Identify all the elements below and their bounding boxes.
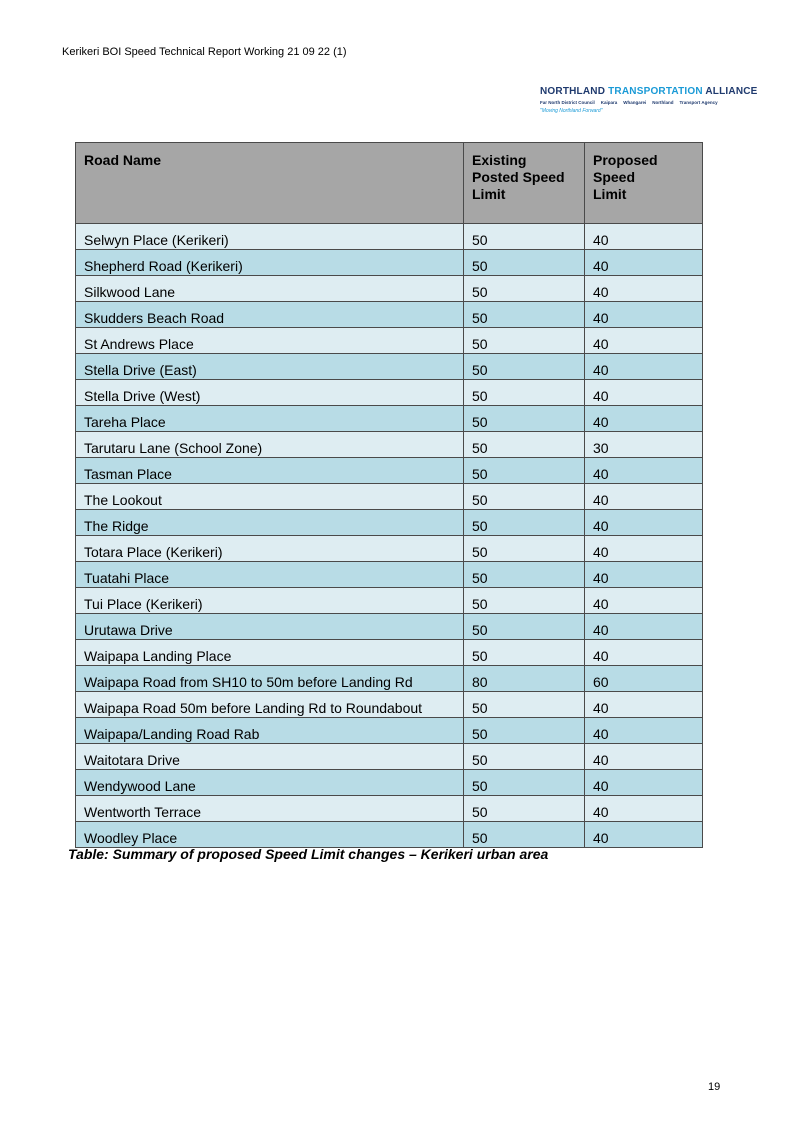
- road-name-cell: Shepherd Road (Kerikeri): [76, 250, 464, 276]
- existing-speed-cell: 50: [464, 432, 585, 458]
- proposed-speed-cell: 40: [585, 328, 703, 354]
- road-name-cell: St Andrews Place: [76, 328, 464, 354]
- existing-speed-cell: 50: [464, 770, 585, 796]
- proposed-speed-cell: 40: [585, 302, 703, 328]
- table-row: [76, 354, 703, 380]
- proposed-speed-cell: 40: [585, 822, 703, 848]
- road-name-cell: Wendywood Lane: [76, 770, 464, 796]
- road-name-cell: Silkwood Lane: [76, 276, 464, 302]
- speed-limit-table: [75, 142, 703, 848]
- table-body: [76, 224, 703, 848]
- existing-speed-cell: 50: [464, 718, 585, 744]
- logo-partner: Far North District Council: [540, 100, 595, 105]
- existing-speed-cell: 50: [464, 354, 585, 380]
- road-name-cell: Waipapa Road from SH10 to 50m before Landing Rd: [76, 666, 464, 692]
- proposed-speed-cell: 40: [585, 484, 703, 510]
- table-row: [76, 536, 703, 562]
- proposed-speed-cell: 40: [585, 692, 703, 718]
- road-name-cell: Urutawa Drive: [76, 614, 464, 640]
- existing-speed-cell: 50: [464, 614, 585, 640]
- table-row: [76, 406, 703, 432]
- table-row: [76, 588, 703, 614]
- existing-speed-cell: 50: [464, 822, 585, 848]
- existing-speed-cell: 50: [464, 536, 585, 562]
- road-name-cell: Woodley Place: [76, 822, 464, 848]
- logo-title: NORTHLAND TRANSPORTATION ALLIANCE: [540, 86, 758, 97]
- road-name-cell: Skudders Beach Road: [76, 302, 464, 328]
- header-existing-speed: Existing Posted Speed Limit: [464, 143, 585, 224]
- road-name-cell: Waipapa/Landing Road Rab: [76, 718, 464, 744]
- road-name-cell: Tasman Place: [76, 458, 464, 484]
- table-row: [76, 224, 703, 250]
- road-name-cell: Waipapa Road 50m before Landing Rd to Roundabout: [76, 692, 464, 718]
- table-row: [76, 562, 703, 588]
- proposed-speed-cell: 40: [585, 744, 703, 770]
- proposed-speed-cell: 40: [585, 614, 703, 640]
- road-name-cell: Selwyn Place (Kerikeri): [76, 224, 464, 250]
- road-name-cell: Waitotara Drive: [76, 744, 464, 770]
- logo-partner: Kaipara: [600, 100, 618, 105]
- table-row: [76, 770, 703, 796]
- logo-partner: Northland: [652, 100, 674, 105]
- existing-speed-cell: 50: [464, 328, 585, 354]
- proposed-speed-cell: 40: [585, 718, 703, 744]
- existing-speed-cell: 50: [464, 796, 585, 822]
- header-road-name: Road Name: [76, 143, 464, 224]
- road-name-cell: Totara Place (Kerikeri): [76, 536, 464, 562]
- road-name-cell: Stella Drive (East): [76, 354, 464, 380]
- table-row: [76, 640, 703, 666]
- table-row: [76, 458, 703, 484]
- road-name-cell: Tuatahi Place: [76, 562, 464, 588]
- road-name-cell: Tareha Place: [76, 406, 464, 432]
- table-row: [76, 666, 703, 692]
- proposed-speed-cell: 30: [585, 432, 703, 458]
- road-name-cell: Wentworth Terrace: [76, 796, 464, 822]
- existing-speed-cell: 50: [464, 744, 585, 770]
- existing-speed-cell: 50: [464, 250, 585, 276]
- table-row: [76, 380, 703, 406]
- northland-transportation-alliance-logo: [540, 86, 758, 114]
- road-name-cell: Stella Drive (West): [76, 380, 464, 406]
- logo-tagline: "Moving Northland Forward": [540, 108, 603, 114]
- table-row: [76, 614, 703, 640]
- proposed-speed-cell: 40: [585, 224, 703, 250]
- table-row: [76, 796, 703, 822]
- table-row: [76, 744, 703, 770]
- proposed-speed-cell: 40: [585, 250, 703, 276]
- existing-speed-cell: 50: [464, 406, 585, 432]
- proposed-speed-cell: 40: [585, 588, 703, 614]
- proposed-speed-cell: 40: [585, 458, 703, 484]
- header-proposed-speed: Proposed Speed Limit: [585, 143, 703, 224]
- road-name-cell: The Ridge: [76, 510, 464, 536]
- proposed-speed-cell: 40: [585, 796, 703, 822]
- logo-partner: Transport Agency: [679, 100, 718, 105]
- existing-speed-cell: 50: [464, 380, 585, 406]
- existing-speed-cell: 50: [464, 484, 585, 510]
- existing-speed-cell: 50: [464, 588, 585, 614]
- existing-speed-cell: 50: [464, 224, 585, 250]
- proposed-speed-cell: 40: [585, 640, 703, 666]
- table-row: [76, 510, 703, 536]
- table-row: [76, 302, 703, 328]
- proposed-speed-cell: 40: [585, 770, 703, 796]
- existing-speed-cell: 80: [464, 666, 585, 692]
- existing-speed-cell: 50: [464, 458, 585, 484]
- proposed-speed-cell: 40: [585, 276, 703, 302]
- existing-speed-cell: 50: [464, 510, 585, 536]
- proposed-speed-cell: 40: [585, 406, 703, 432]
- existing-speed-cell: 50: [464, 692, 585, 718]
- road-name-cell: Tui Place (Kerikeri): [76, 588, 464, 614]
- table-row: [76, 692, 703, 718]
- table-row: [76, 276, 703, 302]
- table-row: [76, 718, 703, 744]
- road-name-cell: Waipapa Landing Place: [76, 640, 464, 666]
- road-name-cell: The Lookout: [76, 484, 464, 510]
- proposed-speed-cell: 60: [585, 666, 703, 692]
- table-row: [76, 328, 703, 354]
- proposed-speed-cell: 40: [585, 354, 703, 380]
- proposed-speed-cell: 40: [585, 536, 703, 562]
- table-row: [76, 484, 703, 510]
- table-header-row: [76, 143, 703, 224]
- road-name-cell: Tarutaru Lane (School Zone): [76, 432, 464, 458]
- table-caption: Table: Summary of proposed Speed Limit changes – Kerikeri urban area: [68, 846, 549, 862]
- logo-partners: [540, 100, 718, 105]
- proposed-speed-cell: 40: [585, 380, 703, 406]
- table-row: [76, 432, 703, 458]
- proposed-speed-cell: 40: [585, 510, 703, 536]
- page-number: 19: [708, 1081, 721, 1093]
- existing-speed-cell: 50: [464, 276, 585, 302]
- existing-speed-cell: 50: [464, 562, 585, 588]
- table-row: [76, 250, 703, 276]
- logo-partner: Whangarei: [623, 100, 647, 105]
- proposed-speed-cell: 40: [585, 562, 703, 588]
- existing-speed-cell: 50: [464, 302, 585, 328]
- existing-speed-cell: 50: [464, 640, 585, 666]
- table-row: [76, 822, 703, 848]
- document-header: Kerikeri BOI Speed Technical Report Working 21 09 22 (1): [62, 46, 347, 58]
